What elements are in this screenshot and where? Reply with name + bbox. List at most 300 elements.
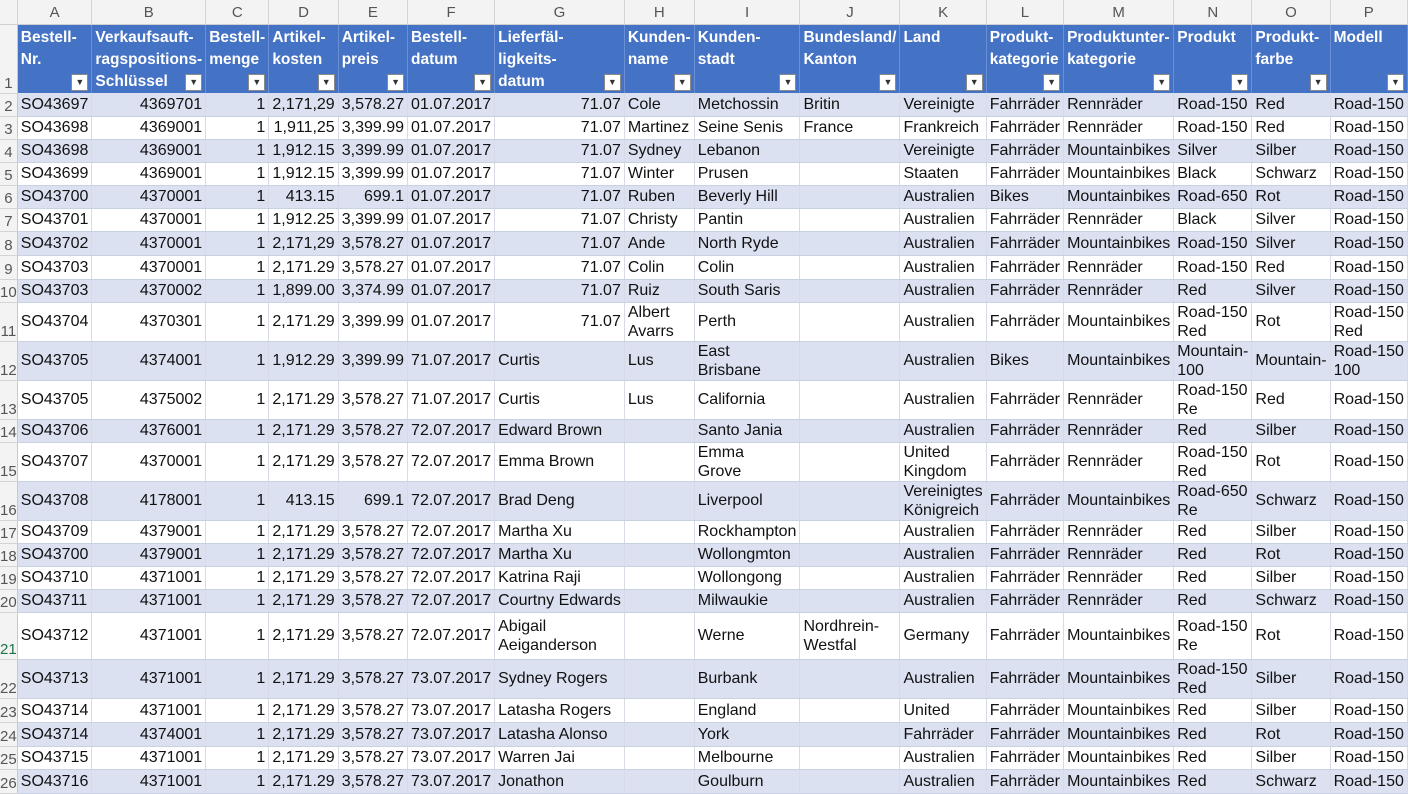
table-cell[interactable]	[624, 612, 694, 659]
table-cell[interactable]: 01.07.2017	[408, 93, 495, 116]
table-cell[interactable]: Red	[1252, 116, 1330, 139]
table-cell[interactable]: 413.15	[269, 481, 338, 520]
table-cell[interactable]: SO43698	[17, 116, 92, 139]
table-cell[interactable]: Mountainbikes	[1064, 659, 1174, 698]
table-cell[interactable]: 1,912.29	[269, 341, 338, 380]
table-cell[interactable]: 01.07.2017	[408, 208, 495, 231]
filter-dropdown-icon[interactable]: ▼	[71, 74, 88, 91]
table-cell[interactable]: 01.07.2017	[408, 255, 495, 279]
table-cell[interactable]	[624, 566, 694, 589]
table-cell[interactable]: Prusen	[694, 162, 800, 185]
table-cell[interactable]: 1	[206, 341, 269, 380]
table-cell[interactable]	[800, 139, 900, 162]
filter-dropdown-icon[interactable]: ▼	[604, 74, 621, 91]
table-cell[interactable]: 1	[206, 380, 269, 419]
table-cell[interactable]: SO43707	[17, 442, 92, 481]
table-cell[interactable]: 01.07.2017	[408, 185, 495, 208]
table-cell[interactable]: Rennräder	[1064, 589, 1174, 612]
table-cell[interactable]: Santo Jania	[694, 419, 800, 442]
table-cell[interactable]: Road-150	[1330, 116, 1407, 139]
column-header-m[interactable]: M	[1064, 0, 1174, 25]
table-cell[interactable]: Sydney Rogers	[495, 659, 625, 698]
table-cell[interactable]: 1	[206, 659, 269, 698]
table-cell[interactable]: Metchossin	[694, 93, 800, 116]
table-cell[interactable]: Mountainbikes	[1064, 698, 1174, 722]
table-cell[interactable]	[624, 698, 694, 722]
table-cell[interactable]: Beverly Hill	[694, 185, 800, 208]
table-cell[interactable]: Fahrräder	[900, 722, 986, 746]
table-cell[interactable]: 01.07.2017	[408, 279, 495, 302]
column-header-f[interactable]: F	[408, 0, 495, 25]
table-cell[interactable]: 4370001	[92, 208, 206, 231]
table-cell[interactable]: Britin	[800, 93, 900, 116]
column-header-n[interactable]: N	[1174, 0, 1252, 25]
table-cell[interactable]: Colin	[694, 255, 800, 279]
filter-dropdown-icon[interactable]: ▼	[318, 74, 335, 91]
table-cell[interactable]	[800, 722, 900, 746]
table-cell[interactable]: Road-650 Re	[1174, 481, 1252, 520]
table-header-cell[interactable]	[1174, 25, 1252, 94]
table-cell[interactable]: 4376001	[92, 419, 206, 442]
table-cell[interactable]: Australien	[900, 659, 986, 698]
table-cell[interactable]: Germany	[900, 612, 986, 659]
table-cell[interactable]: Goulburn	[694, 769, 800, 793]
table-cell[interactable]	[800, 520, 900, 543]
table-cell[interactable]: York	[694, 722, 800, 746]
table-cell[interactable]: California	[694, 380, 800, 419]
table-cell[interactable]: 3,578.27	[338, 419, 407, 442]
table-cell[interactable]: 2,171.29	[269, 302, 338, 341]
table-cell[interactable]: SO43704	[17, 302, 92, 341]
table-cell[interactable]	[800, 442, 900, 481]
table-cell[interactable]: Katrina Raji	[495, 566, 625, 589]
table-cell[interactable]: Mountainbikes	[1064, 302, 1174, 341]
table-cell[interactable]: 2,171,29	[269, 93, 338, 116]
table-cell[interactable]: Milwaukie	[694, 589, 800, 612]
table-cell[interactable]: Fahrräder	[986, 543, 1063, 566]
table-cell[interactable]: 1,911,25	[269, 116, 338, 139]
row-number[interactable]: 12	[0, 341, 17, 380]
table-cell[interactable]: Australien	[900, 419, 986, 442]
table-cell[interactable]	[624, 419, 694, 442]
table-cell[interactable]: Road-150 100	[1330, 341, 1407, 380]
filter-dropdown-icon[interactable]: ▼	[387, 74, 404, 91]
table-cell[interactable]: 699.1	[338, 481, 407, 520]
table-header-cell[interactable]	[269, 25, 338, 94]
table-cell[interactable]: Pantin	[694, 208, 800, 231]
table-cell[interactable]: Ande	[624, 231, 694, 255]
row-number[interactable]: 16	[0, 481, 17, 520]
table-cell[interactable]: 2,171.29	[269, 722, 338, 746]
table-cell[interactable]: Australien	[900, 208, 986, 231]
table-cell[interactable]: 4369001	[92, 162, 206, 185]
column-header-p[interactable]: P	[1330, 0, 1407, 25]
table-cell[interactable]: SO43705	[17, 380, 92, 419]
table-cell[interactable]: Fahrräder	[986, 116, 1063, 139]
table-header-cell[interactable]	[900, 25, 986, 94]
table-cell[interactable]: 4370002	[92, 279, 206, 302]
table-cell[interactable]: 1,912.25	[269, 208, 338, 231]
table-cell[interactable]: Mountainbikes	[1064, 185, 1174, 208]
table-cell[interactable]: Road-150	[1330, 162, 1407, 185]
table-cell[interactable]: Australien	[900, 302, 986, 341]
table-cell[interactable]: 4379001	[92, 520, 206, 543]
table-cell[interactable]	[624, 543, 694, 566]
table-header-cell[interactable]	[694, 25, 800, 94]
row-number[interactable]: 20	[0, 589, 17, 612]
table-cell[interactable]: 4371001	[92, 612, 206, 659]
table-cell[interactable]: 2,171.29	[269, 746, 338, 769]
table-cell[interactable]	[624, 746, 694, 769]
row-number[interactable]: 2	[0, 93, 17, 116]
row-number[interactable]: 1	[0, 25, 17, 94]
table-cell[interactable]: Mountain- 100	[1174, 341, 1252, 380]
table-cell[interactable]: 4370301	[92, 302, 206, 341]
table-cell[interactable]: 71.07.2017	[408, 380, 495, 419]
table-header-cell[interactable]	[1252, 25, 1330, 94]
table-cell[interactable]: Silver	[1252, 279, 1330, 302]
table-cell[interactable]: Mountainbikes	[1064, 231, 1174, 255]
table-cell[interactable]	[800, 231, 900, 255]
row-number[interactable]: 3	[0, 116, 17, 139]
table-cell[interactable]: 3,578.27	[338, 698, 407, 722]
table-cell[interactable]: 4371001	[92, 659, 206, 698]
table-header-cell[interactable]	[338, 25, 407, 94]
table-cell[interactable]: Rockhampton	[694, 520, 800, 543]
table-cell[interactable]: 1	[206, 481, 269, 520]
column-header-j[interactable]: J	[800, 0, 900, 25]
table-cell[interactable]: 3,578.27	[338, 520, 407, 543]
row-number[interactable]: 7	[0, 208, 17, 231]
table-cell[interactable]: 3,578.27	[338, 769, 407, 793]
table-cell[interactable]: 73.07.2017	[408, 722, 495, 746]
table-cell[interactable]	[800, 255, 900, 279]
table-cell[interactable]: Rennräder	[1064, 279, 1174, 302]
table-cell[interactable]: United	[900, 698, 986, 722]
table-cell[interactable]: Red	[1174, 279, 1252, 302]
table-cell[interactable]: Road-150	[1330, 746, 1407, 769]
table-cell[interactable]: 4371001	[92, 566, 206, 589]
table-cell[interactable]: 1	[206, 698, 269, 722]
table-cell[interactable]: Lus	[624, 380, 694, 419]
table-header-cell[interactable]	[495, 25, 625, 94]
table-cell[interactable]: Red	[1174, 566, 1252, 589]
table-cell[interactable]: Mountainbikes	[1064, 746, 1174, 769]
table-cell[interactable]: Road-150	[1330, 543, 1407, 566]
table-cell[interactable]: Latasha Rogers	[495, 698, 625, 722]
table-cell[interactable]: Cole	[624, 93, 694, 116]
table-cell[interactable]	[800, 659, 900, 698]
table-cell[interactable]: 1	[206, 279, 269, 302]
table-cell[interactable]: SO43715	[17, 746, 92, 769]
table-cell[interactable]: 1	[206, 139, 269, 162]
table-cell[interactable]: Winter	[624, 162, 694, 185]
table-cell[interactable]: 3,578.27	[338, 659, 407, 698]
row-number[interactable]: 18	[0, 543, 17, 566]
table-cell[interactable]: Silber	[1252, 520, 1330, 543]
table-cell[interactable]: 2,171.29	[269, 612, 338, 659]
table-cell[interactable]: SO43700	[17, 185, 92, 208]
table-cell[interactable]: 4370001	[92, 255, 206, 279]
table-cell[interactable]: Road-650	[1174, 185, 1252, 208]
table-cell[interactable]	[624, 722, 694, 746]
table-cell[interactable]: Seine Senis	[694, 116, 800, 139]
table-cell[interactable]: 3,578.27	[338, 612, 407, 659]
table-cell[interactable]: Road-150	[1330, 231, 1407, 255]
table-cell[interactable]: Rennräder	[1064, 208, 1174, 231]
table-cell[interactable]: Rennräder	[1064, 520, 1174, 543]
table-cell[interactable]: Schwarz	[1252, 769, 1330, 793]
table-cell[interactable]: SO43702	[17, 231, 92, 255]
table-cell[interactable]: Mountainbikes	[1064, 722, 1174, 746]
table-cell[interactable]: 3,374.99	[338, 279, 407, 302]
table-cell[interactable]: 1	[206, 722, 269, 746]
table-cell[interactable]: 2,171.29	[269, 520, 338, 543]
table-cell[interactable]: Road-150	[1330, 380, 1407, 419]
row-number[interactable]: 26	[0, 769, 17, 793]
table-cell[interactable]: Fahrräder	[986, 722, 1063, 746]
column-header-b[interactable]: B	[92, 0, 206, 25]
table-cell[interactable]	[624, 659, 694, 698]
table-cell[interactable]: Warren Jai	[495, 746, 625, 769]
table-cell[interactable]: Rot	[1252, 185, 1330, 208]
table-cell[interactable]: 3,578.27	[338, 589, 407, 612]
table-cell[interactable]: Rennräder	[1064, 442, 1174, 481]
table-cell[interactable]: Rennräder	[1064, 380, 1174, 419]
table-cell[interactable]: Road-150	[1330, 566, 1407, 589]
table-cell[interactable]: Road-150	[1330, 659, 1407, 698]
table-cell[interactable]: Fahrräder	[986, 255, 1063, 279]
table-cell[interactable]: 73.07.2017	[408, 746, 495, 769]
table-cell[interactable]: Fahrräder	[986, 746, 1063, 769]
table-cell[interactable]: 1	[206, 566, 269, 589]
table-cell[interactable]: Rot	[1252, 302, 1330, 341]
table-cell[interactable]: 71.07	[495, 116, 625, 139]
row-number[interactable]: 6	[0, 185, 17, 208]
table-cell[interactable]: SO43706	[17, 419, 92, 442]
table-cell[interactable]: 2,171.29	[269, 419, 338, 442]
table-cell[interactable]: Liverpool	[694, 481, 800, 520]
table-cell[interactable]: 1	[206, 589, 269, 612]
table-cell[interactable]: Fahrräder	[986, 208, 1063, 231]
table-cell[interactable]	[800, 302, 900, 341]
table-cell[interactable]: Road-150 Re	[1174, 380, 1252, 419]
table-cell[interactable]: Ruiz	[624, 279, 694, 302]
table-cell[interactable]: Red	[1174, 419, 1252, 442]
table-cell[interactable]	[624, 589, 694, 612]
table-cell[interactable]: 3,399.99	[338, 116, 407, 139]
row-number[interactable]: 24	[0, 722, 17, 746]
table-cell[interactable]: Rot	[1252, 722, 1330, 746]
table-cell[interactable]: 71.07	[495, 93, 625, 116]
table-cell[interactable]: SO43710	[17, 566, 92, 589]
table-cell[interactable]: SO43703	[17, 255, 92, 279]
column-header-h[interactable]: H	[624, 0, 694, 25]
table-cell[interactable]: United Kingdom	[900, 442, 986, 481]
table-cell[interactable]: Mountainbikes	[1064, 612, 1174, 659]
table-cell[interactable]: Staaten	[900, 162, 986, 185]
table-cell[interactable]: 2,171.29	[269, 589, 338, 612]
table-cell[interactable]: 1,912.15	[269, 139, 338, 162]
table-cell[interactable]: Fahrräder	[986, 419, 1063, 442]
table-cell[interactable]: Lus	[624, 341, 694, 380]
table-cell[interactable]: 71.07	[495, 185, 625, 208]
table-cell[interactable]: Fahrräder	[986, 481, 1063, 520]
table-cell[interactable]: 72.07.2017	[408, 419, 495, 442]
table-cell[interactable]: Road-150	[1330, 255, 1407, 279]
column-header-i[interactable]: I	[694, 0, 800, 25]
table-cell[interactable]: 1	[206, 185, 269, 208]
table-cell[interactable]: Australien	[900, 746, 986, 769]
table-cell[interactable]: SO43705	[17, 341, 92, 380]
filter-dropdown-icon[interactable]: ▼	[674, 74, 691, 91]
filter-dropdown-icon[interactable]: ▼	[248, 74, 265, 91]
table-cell[interactable]: 1	[206, 116, 269, 139]
table-cell[interactable]: Red	[1174, 722, 1252, 746]
row-number[interactable]: 8	[0, 231, 17, 255]
table-cell[interactable]: 2,171.29	[269, 543, 338, 566]
table-cell[interactable]: 72.07.2017	[408, 520, 495, 543]
table-cell[interactable]	[624, 481, 694, 520]
table-cell[interactable]: Silber	[1252, 746, 1330, 769]
filter-dropdown-icon[interactable]: ▼	[966, 74, 983, 91]
table-cell[interactable]: SO43700	[17, 543, 92, 566]
filter-dropdown-icon[interactable]: ▼	[474, 74, 491, 91]
table-cell[interactable]: 1	[206, 543, 269, 566]
table-cell[interactable]: Latasha Alonso	[495, 722, 625, 746]
table-cell[interactable]: Rennräder	[1064, 566, 1174, 589]
table-cell[interactable]: Road-150	[1330, 589, 1407, 612]
table-cell[interactable]: Rennräder	[1064, 116, 1174, 139]
filter-dropdown-icon[interactable]: ▼	[1043, 74, 1060, 91]
row-number[interactable]: 13	[0, 380, 17, 419]
table-cell[interactable]: 4374001	[92, 341, 206, 380]
row-number[interactable]: 11	[0, 302, 17, 341]
table-cell[interactable]: Fahrräder	[986, 139, 1063, 162]
table-cell[interactable]: Emma Grove	[694, 442, 800, 481]
table-cell[interactable]: Fahrräder	[986, 162, 1063, 185]
table-cell[interactable]: 3,578.27	[338, 380, 407, 419]
table-cell[interactable]: 1	[206, 208, 269, 231]
table-cell[interactable]: Fahrräder	[986, 279, 1063, 302]
table-cell[interactable]: Silber	[1252, 419, 1330, 442]
table-cell[interactable]: Mountainbikes	[1064, 162, 1174, 185]
table-cell[interactable]: 3,399.99	[338, 139, 407, 162]
table-cell[interactable]: Road-150	[1174, 93, 1252, 116]
table-cell[interactable]: 4178001	[92, 481, 206, 520]
table-cell[interactable]: 3,578.27	[338, 543, 407, 566]
table-cell[interactable]: Fahrräder	[986, 380, 1063, 419]
table-cell[interactable]: 71.07	[495, 302, 625, 341]
table-cell[interactable]: Rennräder	[1064, 543, 1174, 566]
table-cell[interactable]: 4371001	[92, 698, 206, 722]
row-number[interactable]: 25	[0, 746, 17, 769]
table-cell[interactable]: Mountainbikes	[1064, 341, 1174, 380]
table-cell[interactable]: SO43714	[17, 722, 92, 746]
table-cell[interactable]: 3,578.27	[338, 566, 407, 589]
table-cell[interactable]: 01.07.2017	[408, 231, 495, 255]
column-header-k[interactable]: K	[900, 0, 986, 25]
table-cell[interactable]: Edward Brown	[495, 419, 625, 442]
table-cell[interactable]: Brad Deng	[495, 481, 625, 520]
table-cell[interactable]: Red	[1174, 746, 1252, 769]
table-cell[interactable]: 1	[206, 93, 269, 116]
table-cell[interactable]	[800, 746, 900, 769]
table-cell[interactable]: Lebanon	[694, 139, 800, 162]
table-cell[interactable]: Road-150	[1330, 279, 1407, 302]
table-cell[interactable]: Vereinigte	[900, 139, 986, 162]
table-cell[interactable]: Rot	[1252, 543, 1330, 566]
table-cell[interactable]: Silber	[1252, 139, 1330, 162]
table-cell[interactable]: 4379001	[92, 543, 206, 566]
table-cell[interactable]: Fahrräder	[986, 769, 1063, 793]
table-cell[interactable]: 2,171.29	[269, 380, 338, 419]
table-cell[interactable]: Red	[1252, 93, 1330, 116]
table-cell[interactable]	[624, 442, 694, 481]
row-number[interactable]: 10	[0, 279, 17, 302]
table-cell[interactable]	[624, 769, 694, 793]
table-cell[interactable]: 72.07.2017	[408, 442, 495, 481]
table-cell[interactable]: Sydney	[624, 139, 694, 162]
table-cell[interactable]: 1	[206, 746, 269, 769]
table-cell[interactable]: 72.07.2017	[408, 589, 495, 612]
table-cell[interactable]	[800, 185, 900, 208]
table-cell[interactable]: Silver	[1252, 231, 1330, 255]
table-cell[interactable]: Christy	[624, 208, 694, 231]
table-cell[interactable]: Colin	[624, 255, 694, 279]
table-cell[interactable]: Australien	[900, 543, 986, 566]
table-cell[interactable]: 4375002	[92, 380, 206, 419]
column-header-d[interactable]: D	[269, 0, 338, 25]
table-cell[interactable]: 3,399.99	[338, 162, 407, 185]
table-cell[interactable]: Rot	[1252, 612, 1330, 659]
table-cell[interactable]: SO43711	[17, 589, 92, 612]
column-header-l[interactable]: L	[986, 0, 1063, 25]
select-all-corner[interactable]	[0, 0, 17, 25]
table-cell[interactable]: Mountainbikes	[1064, 481, 1174, 520]
table-cell[interactable]: Black	[1174, 162, 1252, 185]
table-cell[interactable]: 01.07.2017	[408, 139, 495, 162]
table-cell[interactable]: 3,399.99	[338, 341, 407, 380]
table-cell[interactable]: 2,171.29	[269, 698, 338, 722]
filter-dropdown-icon[interactable]: ▼	[1387, 74, 1404, 91]
table-cell[interactable]: 1	[206, 442, 269, 481]
table-cell[interactable]: Silver	[1252, 208, 1330, 231]
table-cell[interactable]: 3,399.99	[338, 208, 407, 231]
table-cell[interactable]: Vereinigte	[900, 93, 986, 116]
table-cell[interactable]: 3,399.99	[338, 302, 407, 341]
table-cell[interactable]: 71.07	[495, 279, 625, 302]
filter-dropdown-icon[interactable]: ▼	[1153, 74, 1170, 91]
table-cell[interactable]: Fahrräder	[986, 589, 1063, 612]
table-cell[interactable]: Red	[1252, 380, 1330, 419]
column-header-o[interactable]: O	[1252, 0, 1330, 25]
table-cell[interactable]: 71.07	[495, 231, 625, 255]
table-cell[interactable]: North Ryde	[694, 231, 800, 255]
table-cell[interactable]: 1	[206, 419, 269, 442]
table-cell[interactable]	[800, 162, 900, 185]
table-cell[interactable]: 1	[206, 302, 269, 341]
table-cell[interactable]: Road-150	[1330, 481, 1407, 520]
table-cell[interactable]: 4370001	[92, 185, 206, 208]
table-header-cell[interactable]	[986, 25, 1063, 94]
table-cell[interactable]: SO43713	[17, 659, 92, 698]
table-cell[interactable]: 2,171.29	[269, 659, 338, 698]
table-cell[interactable]: 4371001	[92, 746, 206, 769]
table-cell[interactable]: Australien	[900, 380, 986, 419]
table-cell[interactable]: 4371001	[92, 589, 206, 612]
table-cell[interactable]	[800, 769, 900, 793]
